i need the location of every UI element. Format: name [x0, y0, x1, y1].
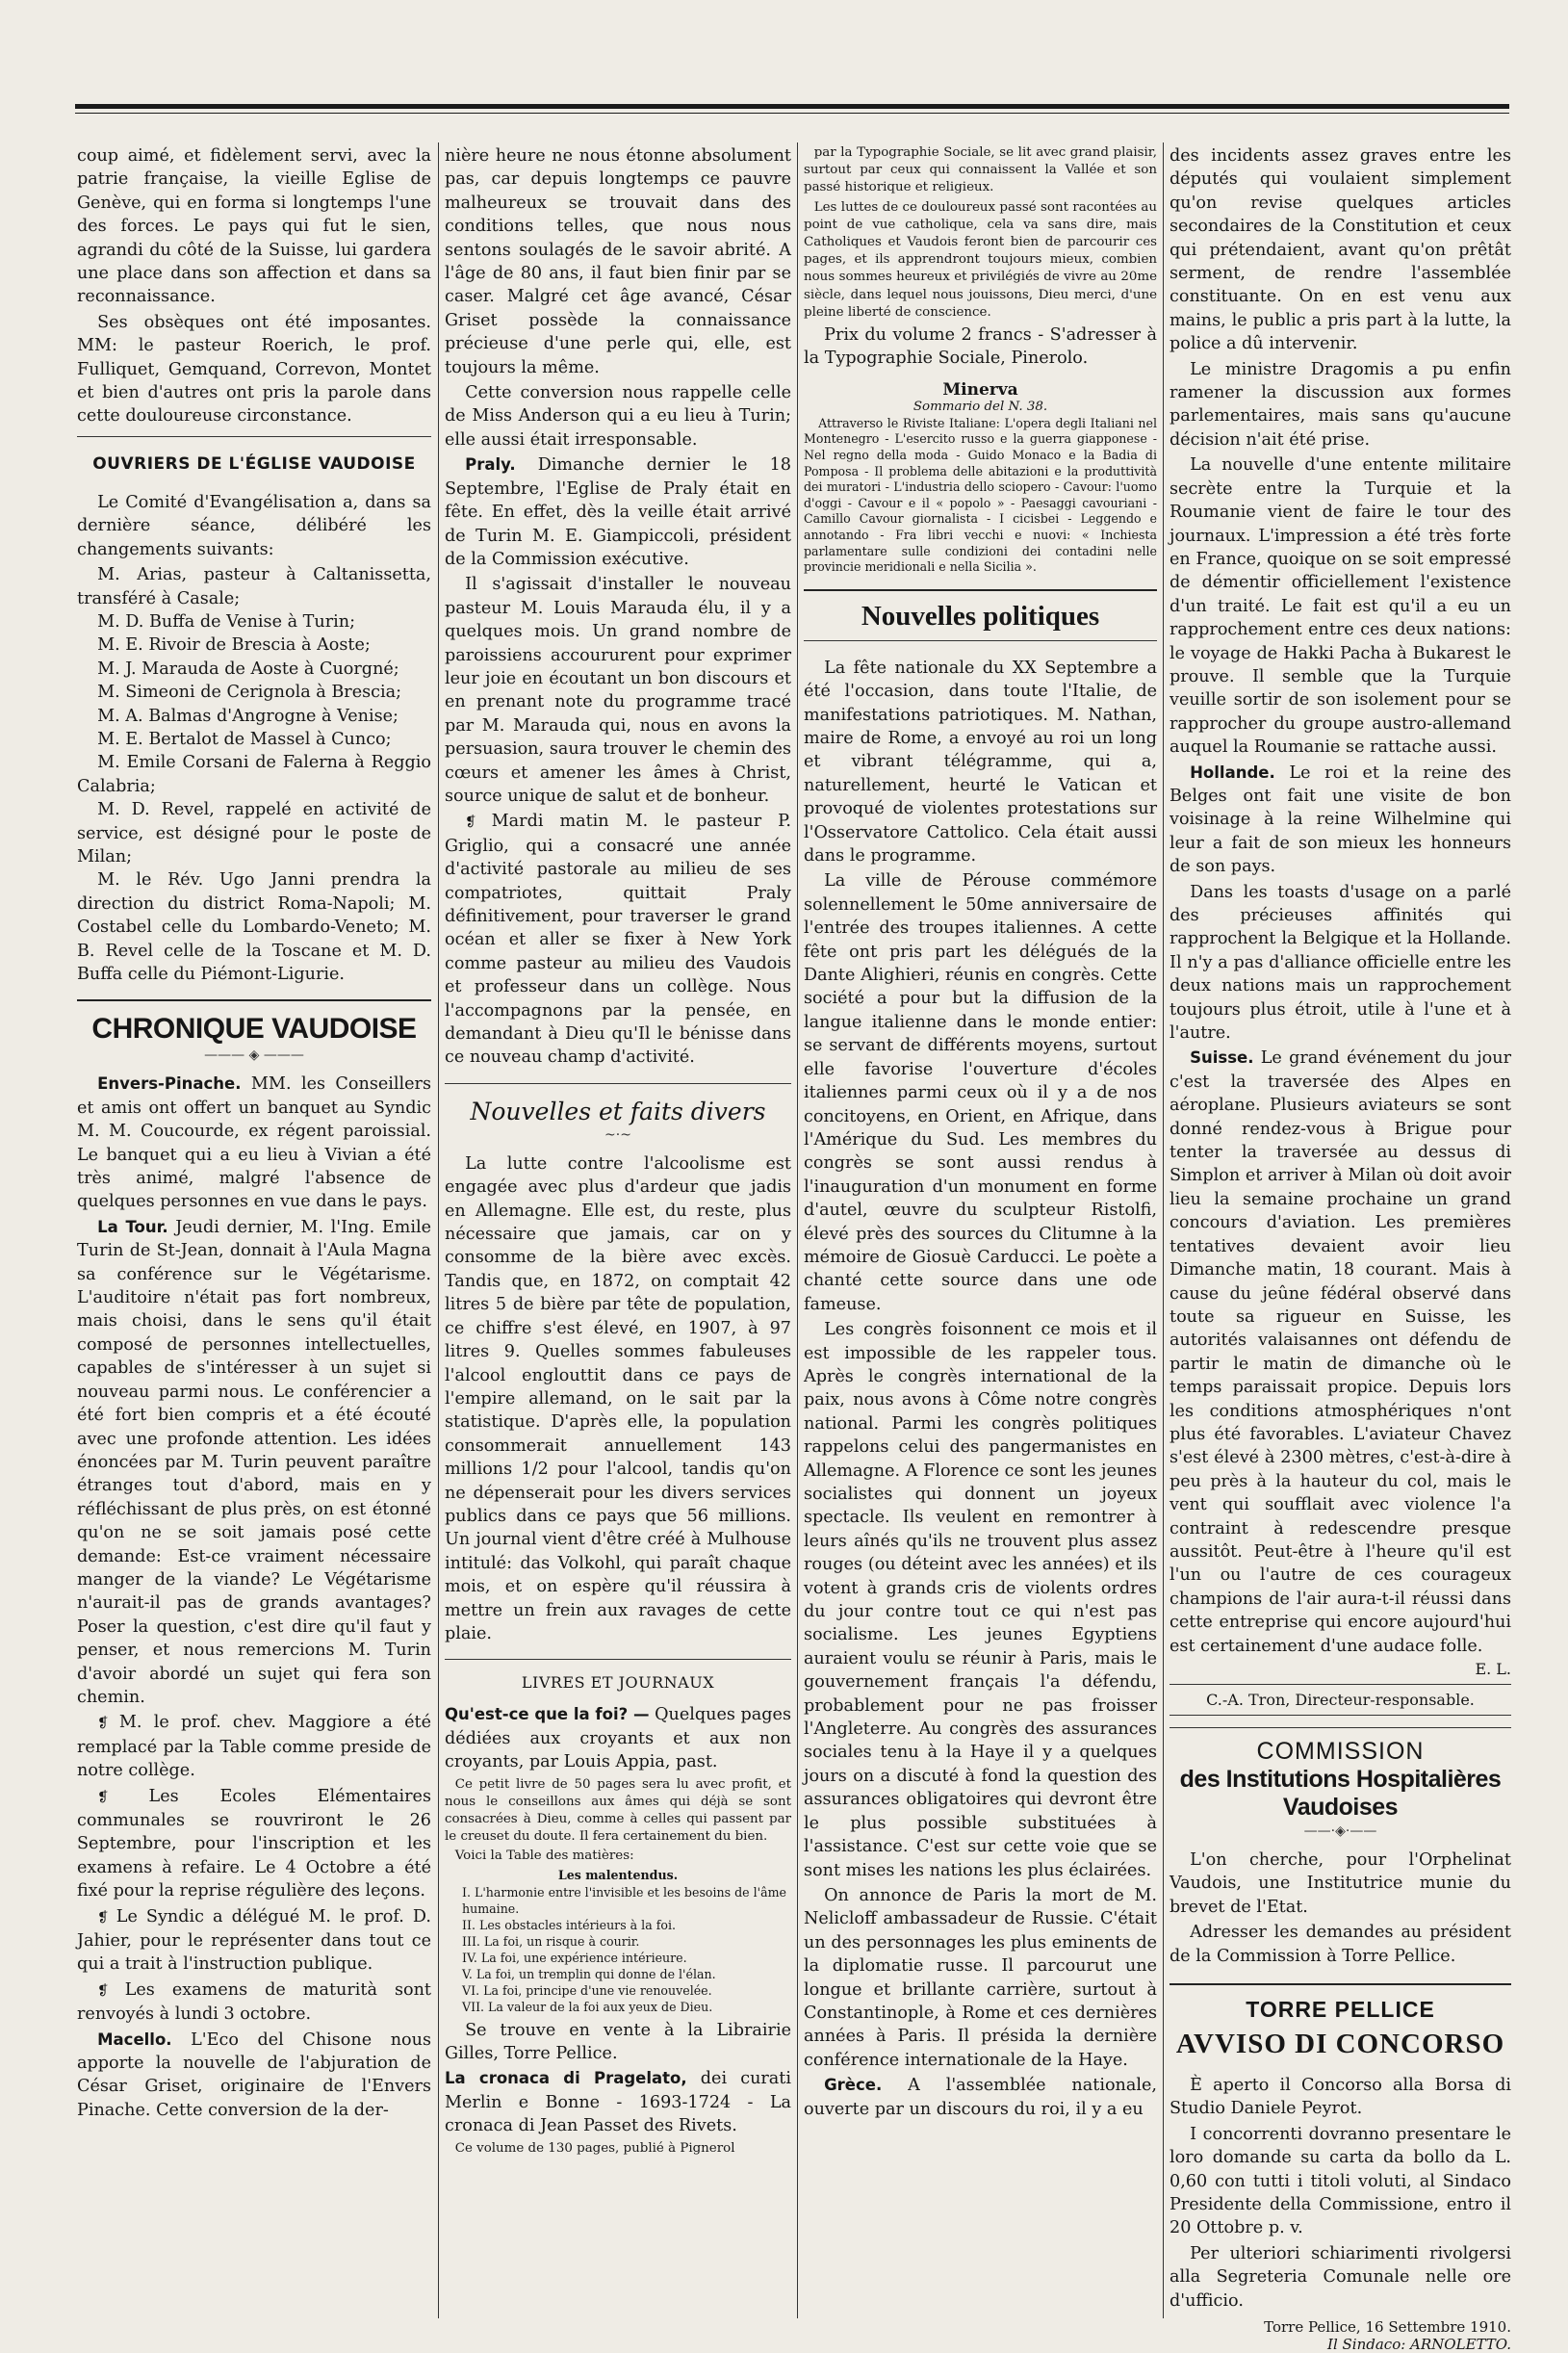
article-paragraph — [77, 1785, 431, 1903]
article-paragraph: Adresser les demandes au président de la Commission à Torre Pellice. — [1170, 1923, 1511, 1966]
list-item: II. Les obstacles intérieurs à la foi. — [462, 1917, 676, 1932]
article-paragraph — [445, 1703, 791, 1773]
article-paragraph: par la Typographie Sociale, se lit avec grand plaisir, surtout par ceux qui connaissent la Vallée et son passé historique et religieux. — [804, 145, 1157, 195]
bullet-icon: ❡ — [97, 1789, 149, 1805]
article-paragraph: Ce petit livre de 50 pages sera lu avec profit, et nous le conseillons aux âmes qui déjà se sont consacrées à Dieu, comme à celles qui passent par le creuset du doute. Il fera certainement du bien. — [445, 1776, 791, 1845]
article-paragraph — [445, 810, 791, 1069]
section-heading-torre-pellice: TORRE PELLICE — [1170, 1983, 1511, 2023]
column-divider — [1163, 142, 1164, 2318]
subheading: Sommario del N. 38. — [913, 399, 1048, 414]
place-lead: Macello. — [97, 2030, 172, 2049]
top-rule — [75, 104, 1509, 109]
article-paragraph: Il s'agissait d'installer le nouveau pasteur M. Louis Marauda élu, il y a quelques mois. Un grand nombre de paroissiens accoururent pour exprimer leur joie en écoutant un bon discours et en prenant note du programme tracé par M. Marauda qui, nous en avons la persuasion, saura trouver le chemin des cœurs et amener les âmes à Christ, source unique de salut et de bonheur. — [445, 575, 791, 806]
column-divider — [438, 142, 439, 2318]
list-item: M. D. Revel, rappelé en activité de service, est désigné pour le poste de Milan; — [77, 800, 431, 866]
paragraph-text: Mardi matin M. le pasteur P. Griglio, qui a consacré une année d'activité pastorale au milieu de ses compatriotes, quittait Praly définitivement, pour traverser le grand océan et aller se fixer à New York comme pasteur au milieu des Vaudois et professeur dans un collège. Nous l'accompagnons par la pensée, en demandant à Dieu qu'Il le bénisse dans ce nouveau champ d'activité. — [445, 812, 792, 1068]
article-paragraph: nière heure ne nous étonne absolument pas, car depuis longtemps ce pauvre malheureux se trouvait dans des conditions telles, que nous nous sentons soulagés de le savoir abrité. A l'âge de 80 ans, il faut bien finir par se caser. Malgré cet âge avancé, César Griset possède la connaissance précieuse d'une perle qui, elle, est toujours la même. — [445, 146, 791, 377]
subheading: Les malentendus. — [557, 1867, 679, 1882]
paragraph-text: dei curati Merlin e Bonne - 1693-1724 - La cronaca di Jean Passet des Rivets. — [445, 2069, 791, 2136]
article-paragraph: Le Comité d'Evangélisation a, dans sa dernière séance, délibéré les changements suivants: — [77, 492, 431, 559]
ornament-icon: ——— ◈ ——— — [204, 1047, 304, 1064]
signature: E. L. — [1475, 1660, 1511, 1678]
article-paragraph — [77, 1711, 431, 1782]
article-paragraph — [77, 2029, 431, 2123]
paragraph-text: Le roi et la reine des Belges ont fait une visite de bon voisinage à la reine Wilhelmine qui leur a fait de son mieux les honneurs de son pays. — [1170, 763, 1511, 877]
section-heading-livres: LIVRES ET JOURNAUX — [445, 1659, 791, 1692]
paragraph-text: Le grand événement du jour c'est la traversée des Alpes en aéroplane. Plusieurs aviateurs se sont donné rendez-vous à Brigue pour tenter la traversée au dessus di Simplon et arriver à Milan où doit avoir lieu la semaine prochaine un grand concours d'aviation. Les premières tentatives devaient avoir lieu Dimanche matin, 18 courant. Mais à cause du jeûne fédéral observé dans toute sa rigueur en Suisse, les autorités valaisannes ont défendu de partir le matin de dimanche où le temps paraissait propice. Depuis lors les conditions atmosphériques n'ont plus été favorables. L'aviateur Chavez s'est élevé à 2300 mètres, c'est-à-dire à peu près à la hauteur du col, mais le vent qui soufflait avec violence l'a contraint à redescendre presque aussitôt. Peut-être à l'heure qu'il est l'un ou l'autre de ces courageux champions de l'air aura-t-il réussi dans cette entreprise qui encore aujourd'hui est certainement d'une audace folle. — [1170, 1048, 1511, 1656]
section-subheading-commission: des Institutions Hospitalières Vaudoises — [1179, 1766, 1502, 1821]
article-paragraph — [77, 1978, 431, 2027]
article-paragraph — [445, 2067, 791, 2137]
bullet-icon: ❡ — [97, 1909, 116, 1926]
director-line: C.-A. Tron, Directeur-responsable. — [1170, 1684, 1511, 1716]
article-paragraph: Cette conversion nous rappelle celle de Miss Anderson qui a eu lieu à Turin; elle aussi était irresponsable. — [445, 383, 791, 450]
list-item: V. La foi, un tremplin qui donne de l'élan. — [462, 1966, 716, 1981]
paragraph-text: Les examens de maturità sont renvoyés à lundi 3 octobre. — [77, 1979, 431, 2025]
article-paragraph: Se trouve en vente à la Librairie Gilles, Torre Pellice. — [445, 2020, 791, 2064]
article-paragraph: On annonce de Paris la mort de M. Nelicloff ambassadeur de Russie. C'était un des personnages les plus eminents de la diplomatie russe. Il parcourut une longue et brillante carrière, surtout à Constantinople, à Rome et ces dernières années à Paris. Il présida la dernière conférence internationale de la Haye. — [804, 1885, 1157, 2070]
list-item: M. Simeoni de Cerignola à Brescia; — [97, 683, 402, 703]
article-paragraph: La lutte contre l'alcoolisme est engagée avec plus d'ardeur que jadis en Allemagne. Elle est, du reste, plus nécessaire que jamais, car on y consomme de la bière avec excès. Tandis que, en 1872, on comptait 42 litres 5 de bière par tête de population, ce chiffre s'est élevé, en 1907, à 97 litres 9. Quelles sommes fabuleuses l'alcool englouttit dans ce pays de l'empire allemand, on le sait par la statistique. D'après elle, la population consommerait annuellement 143 millions 1/2 pour l'alcool, tandis qu'on ne dépenserait pour les divers services publics dans ce pays que 56 millions. Un journal vient d'être créé à Mulhouse intitulé: das Volkohl, qui paraît chaque mois, et on espère qu'il réussira à mettre un frein aux ravages de cette plaie. — [445, 1153, 791, 1643]
ornament-icon: ~·~ — [604, 1126, 631, 1143]
section-heading-minerva: Minerva — [942, 379, 1018, 400]
book-title: Qu'est-ce que la foi? — — [445, 1705, 650, 1724]
sindaco-signature: Il Sindaco: ARNOLETTO. — [1327, 2336, 1511, 2353]
list-item: M. A. Balmas d'Angrogne à Venise; — [97, 706, 398, 726]
book-title: La cronaca di Pragelato, — [445, 2069, 687, 2088]
list-item: M. E. Bertalot de Massel à Cunco; — [97, 729, 392, 749]
place-lead: Suisse. — [1190, 1048, 1254, 1068]
article-paragraph — [445, 453, 791, 571]
place-lead: Envers-Pinache. — [97, 1074, 242, 1094]
column-1 — [77, 144, 431, 2320]
article-paragraph: La ville de Pérouse commémore solennellement le 50me anniversaire de l'entrée des troupes italiennes. A cette fête ont pris part les délégués de la Dante Alighieri, réunis en congrès. Cette société a pour but la diffusion de la langue italienne dans le monde entier: se servant de différents moyens, surtout elle favorise l'ouverture d'écoles italiennes parmi ceux où il y a de nos concitoyens, en Orient, en Afrique, dans l'Amérique du Sud. Les membres du congrès se sont aussi rendus à l'inauguration d'un monument en forme d'autel, œuvre du sculpteur Ristolfi, élevé près des sources du Clitumne à la mémoire de Giosuè Carducci. Le poète a chanté cette source dans une ode fameuse. — [804, 871, 1157, 1314]
article-paragraph — [77, 1216, 431, 1710]
article-paragraph — [77, 1073, 431, 1213]
article-paragraph — [77, 1905, 431, 1977]
section-heading-politiques: Nouvelles politiques — [804, 589, 1157, 641]
dateline: Torre Pellice, 16 Settembre 1910. — [1264, 2318, 1511, 2337]
list-item: M. Arias, pasteur à Caltanissetta, transféré à Casale; — [77, 565, 431, 608]
article-paragraph: La fête nationale du XX Septembre a été l'occasion, dans toute l'Italie, de manifestations patriotiques. M. Nathan, maire de Rome, a envoyé au roi un long et vibrant télégramme, qui a, naturellement, heurté le Vatican et provoqué de violentes protestations sur l'Osservatore Cattolico. Cela était aussi dans le programme. — [804, 658, 1157, 866]
article-paragraph: Per ulteriori schiarimenti rivolgersi alla Segreteria Comunale nelle ore d'ufficio. — [1170, 2243, 1511, 2311]
paragraph-text: M. le prof. chev. Maggiore a été remplacé par la Table comme preside de notre collège. — [77, 1713, 431, 1781]
column-4 — [1170, 144, 1511, 2353]
paragraph-text: MM. les Conseillers et amis ont offert un banquet au Syndic M. M. Coucourde, ex régent paroissial. Le banquet qui a eu lieu à Vivian a été très animé, malgré l'absence de quelques personnes en vue dans le pays. — [77, 1074, 431, 1212]
article-paragraph: des incidents assez graves entre les députés qui voulaient simplement qu'on revise quelques articles secondaires de la Constitution et ceux qui prétendaient, avant qu'on prêtât serment, de rendre l'assemblée constituante. On en est venu aux mains, le public a pris part à la lutte, la police a dû intervenir. — [1170, 146, 1511, 354]
article-paragraph: Le ministre Dragomis a pu enfin ramener la discussion aux formes parlementaires, mais sans qu'aucune décision n'ait été prise. — [1170, 359, 1511, 450]
article-paragraph: Ses obsèques ont été imposantes. MM: le pasteur Roerich, le prof. Fulliquet, Gemquand, Correvon, Montet et bien d'autres ont pris la parole dans cette douloureuse circonstance. — [77, 312, 431, 427]
place-lead: Praly. — [465, 455, 516, 475]
paragraph-text: Dimanche dernier le 18 Septembre, l'Eglise de Praly était en fête. En effet, dès la veille était arrivé de Turin M. E. Giampiccoli, président de la Commission exécutive. — [445, 455, 791, 569]
article-paragraph: Attraverso le Riviste Italiane: L'opera degli Italiani nel Montenegro - L'esercito russo e la guerra giapponese - Nel regno della moda - Guido Monaco e la Badia di Pomposa - Il problema delle abitazioni e la produttività dei muratori - L'industria dello sciopero - Cavour: l'uomo d'oggi - Cavour e il « popolo » - Paesaggi cavouriani - Camillo Cavour giornalista - I cicisbei - Leggendo e annotando - Fra libri vecchi e nuovi: « Inchiesta parlamentare sulle condizioni dei contadini nelle provincie meridionali e nella Sicilia ». — [804, 415, 1157, 575]
section-heading-ouvriers: OUVRIERS DE L'ÉGLISE VAUDOISE — [77, 436, 431, 474]
article-paragraph: La nouvelle d'une entente militaire secrète entre la Turquie et la Roumanie vient de faire le tour des journaux. L'impression a été très forte en France, quoique on se soit empressé de démentir officiellement l'existence d'un traité. Le fait est qu'il a eu un rapprochement entre ces deux nations: le voyage de Hakki Pacha à Bukarest le prouve. Il semble que la Turquie veuille sortir de son isolement pour se rapprocher du groupe austro-allemand auquel la Roumanie se rattache aussi. — [1170, 455, 1511, 758]
ornament-icon: ——·◈·—— — [1303, 1823, 1377, 1839]
section-heading-faits-divers: Nouvelles et faits divers — [445, 1083, 791, 1125]
article-paragraph: L'on cherche, pour l'Orphelinat Vaudois, une Institutrice munie du brevet de l'Etat. — [1170, 1850, 1511, 1917]
place-lead: Grèce. — [824, 2076, 883, 2095]
paragraph-text: Jeudi dernier, M. l'Ing. Emile Turin de St-Jean, donnait à l'Aula Magna sa conférence sur le Végétarisme. L'auditoire n'était pas fort nombreux, mais choisi, dans le sens qu'il était composé de personnes intellectuelles, capables de s'intéresser à un sujet si nouveau parmi nous. Le conférencier a été fort bien compris et a été écouté avec une profonde attention. Les idées énoncées par M. Turin peuvent paraître étranges tout d'abord, mais en y réfléchissant de plus près, on est étonné qu'on ne se soit jamais posé cette demande: Est-ce vraiment nécessaire manger de la viande? Le Végétarisme n'aurait-il pas de grands avantages? Poser la question, c'est dire qu'il faut y penser, et nous remercions M. Turin d'avoir abordé un sujet qui fera son chemin. — [77, 1217, 431, 1707]
place-lead: La Tour. — [97, 1217, 168, 1236]
column-3 — [804, 144, 1157, 2320]
column-2 — [445, 144, 791, 2320]
paragraph-text: L'Eco del Chisone nous apporte la nouvelle de l'abjuration de César Griset, originaire de l'Envers Pinache. Cette conversion de la der- — [77, 2030, 431, 2120]
bullet-icon: ❡ — [97, 1982, 125, 1999]
section-heading-commission: COMMISSION — [1170, 1727, 1511, 1766]
article-paragraph: Dans les toasts d'usage on a parlé des précieuses affinités qui rapprochent la Belgique et la Hollande. Il n'y a pas d'alliance officielle entre les deux nations mais un rapprochement toujours plus étroit, utile à l'une et à l'autre. — [1170, 882, 1511, 1044]
list-item: M. le Rév. Ugo Janni prendra la direction du district Roma-Napoli; M. Costabel celle du Lombardo-Veneto; M. B. Revel celle de la Toscane et M. D. Buffa celle du Piémont-Ligurie. — [77, 870, 431, 984]
section-heading-chronique: CHRONIQUE VAUDOISE — [77, 999, 431, 1046]
bullet-icon: ❡ — [465, 814, 492, 831]
column-divider — [797, 142, 798, 2318]
list-item: M. D. Buffa de Venise à Turin; — [97, 611, 356, 632]
list-item: III. La foi, un risque à courir. — [462, 1933, 640, 1949]
article-paragraph: Voici la Table des matières: — [454, 1849, 634, 1864]
paragraph-text: Quelques pages dédiées aux croyants et aux non croyants, par Louis Appia, past. — [445, 1705, 791, 1772]
list-item: VII. La valeur de la foi aux yeux de Dieu. — [462, 1999, 713, 2014]
article-paragraph: I concorrenti dovranno presentare le loro domande su carta da bollo da L. 0,60 con tutti i titoli voluti, al Sindaco Presidente della Commissione, entro il 20 Ottobre p. v. — [1170, 2124, 1511, 2238]
article-paragraph: coup aimé, et fidèlement servi, avec la patrie française, la vieille Eglise de Genève, qui en forma si longtemps l'une des forces. Le pays qui fut le sien, agrandi du côté de la Suisse, lui gardera une place dans son affection et dans sa reconnaissance. — [77, 146, 431, 307]
article-paragraph: Les congrès foisonnent ce mois et il est impossible de les rappeler tous. Après le congrès international de la paix, nous avons à Côme notre congrès national. Parmi les congrès politiques rappelons celui des pangermanistes en Allemagne. A Florence ce sont les jeunes socialistes qui donnent un joyeux spectacle. Ils veulent en remontrer à leurs aînés qu'ils ne trouvent plus assez rouges (ou déteint avec les années) et ils votent à grands cris de violents ordres du jour contre tout ce qui n'est pas socialisme. Les jeunes Egyptiens auraient voulu se réunir à Paris, mais le gouvernement français l'a défendu, probablement pour ne pas froisser l'Angleterre. Au congrès des assurances sociales tenu à la Haye il y a quelques jours on a discuté à fond la question des assurances obligatoires qui devront être le plus possible substituées à l'assistance. C'est sur cette voie que se sont mises les nations les plus éclairées. — [804, 1320, 1157, 1880]
list-item: M. Emile Corsani de Falerna à Reggio Calabria; — [77, 753, 431, 796]
contents-list — [445, 1884, 791, 2015]
list-item: IV. La foi, une expérience intérieure. — [462, 1950, 687, 1965]
paragraph-text: Les Ecoles Elémentaires communales se rouvriront le 26 Septembre, pour l'inscription et les examens à refaire. Le 4 Octobre a été fixé pour la reprise régulière des leçons. — [77, 1786, 432, 1901]
section-heading-avviso: AVVISO DI CONCORSO — [1175, 2029, 1505, 2060]
article-paragraph — [1170, 762, 1511, 879]
paragraph-text: Le Syndic a délégué M. le prof. D. Jahier, pour le représenter dans tout ce qui a trait à l'instruction publique. — [77, 1906, 431, 1975]
nominations-list — [77, 563, 431, 986]
article-paragraph: È aperto il Concorso alla Borsa di Studio Daniele Peyrot. — [1170, 2076, 1511, 2119]
list-item: M. J. Marauda de Aoste à Cuorgné; — [97, 659, 399, 679]
list-item: I. L'harmonie entre l'invisible et les besoins de l'âme humaine. — [462, 1884, 787, 1916]
top-rule-thin — [75, 113, 1509, 114]
paragraph-text: A l'assemblée nationale, ouverte par un discours du roi, il y a eu — [804, 2076, 1157, 2119]
list-item: VI. La foi, principe d'une vie renouvelée. — [462, 1982, 712, 1998]
bullet-icon: ❡ — [97, 1716, 119, 1732]
article-paragraph — [1170, 1047, 1511, 1658]
article-paragraph: Ce volume de 130 pages, publié à Pignerol — [454, 2140, 735, 2156]
article-paragraph — [804, 2074, 1157, 2121]
list-item: M. E. Rivoir de Brescia à Aoste; — [97, 635, 371, 656]
article-paragraph: Les luttes de ce douloureux passé sont racontées au point de vue catholique, cela va sans dire, mais Catholiques et Vaudois feront bien de parcourir ces pages, et ils apprendront toujours mieux, combien nous sommes heureux et privilégiés de vivre au 20me siècle, dans lequel nous jouissons, Dieu merci, d'une pleine liberté de conscience. — [804, 199, 1157, 320]
article-paragraph: Prix du volume 2 francs - S'adresser à la Typographie Sociale, Pinerolo. — [804, 325, 1157, 369]
place-lead: Hollande. — [1190, 763, 1275, 782]
